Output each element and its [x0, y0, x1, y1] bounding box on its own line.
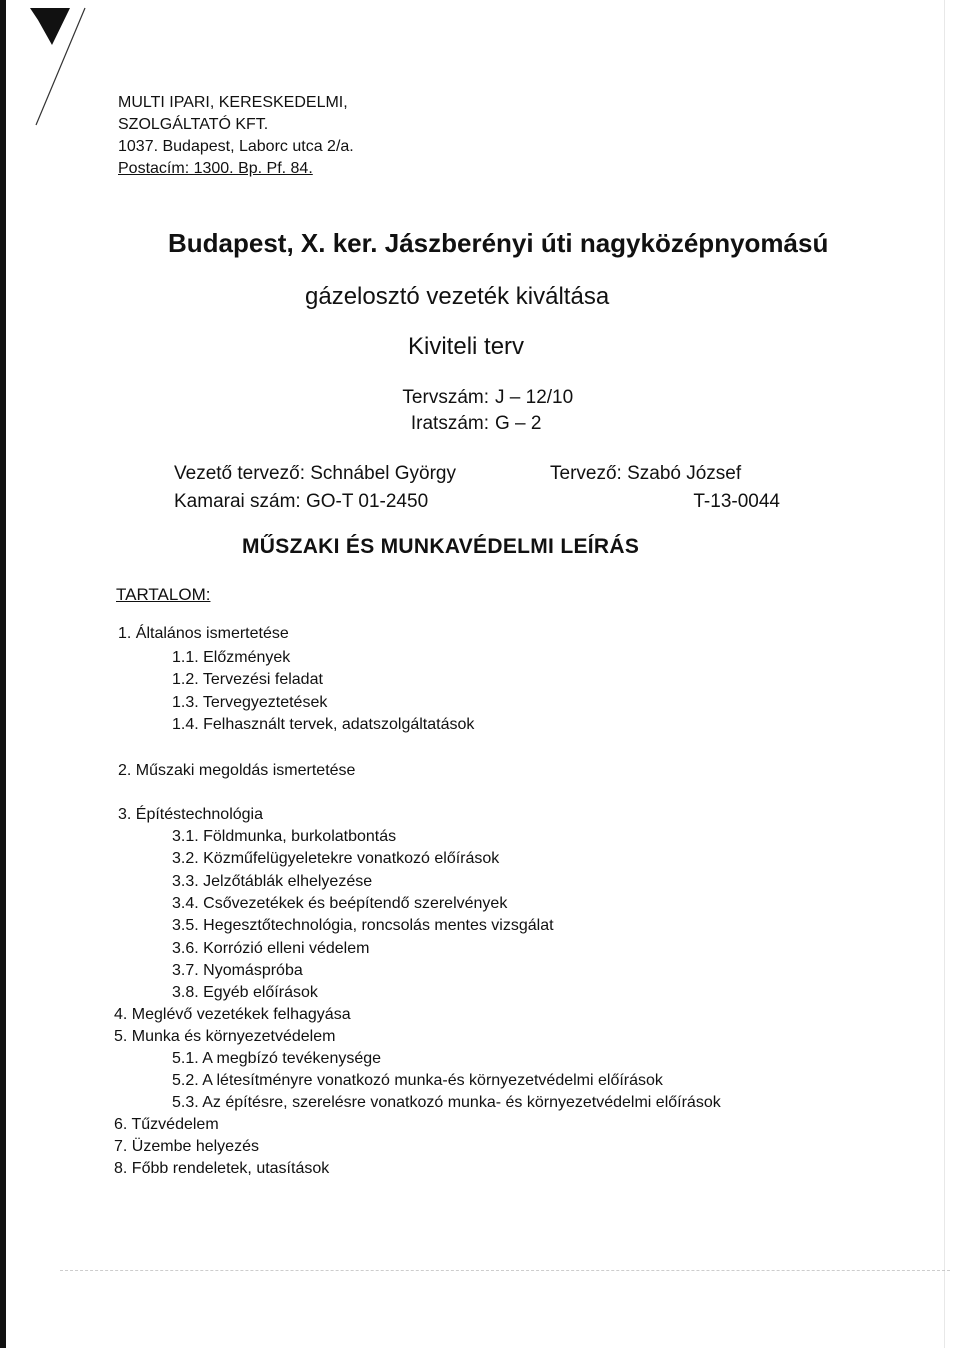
plan-number-label: Tervszám:: [402, 387, 489, 408]
toc-item: 6. Tűzvédelem: [114, 1116, 219, 1133]
toc-item: 3.6. Korrózió elleni védelem: [172, 940, 370, 957]
project-title-line1: Budapest, X. ker. Jászberényi úti nagyközépnyomású: [168, 228, 829, 258]
toc-item: 1.3. Tervegyeztetések: [172, 694, 328, 711]
toc-item: 5.1. A megbízó tevékenysége: [172, 1050, 382, 1067]
lead-designer-block: [174, 460, 456, 516]
toc-item: 3.4. Csővezetékek és beépítendő szerelvények: [172, 895, 508, 912]
plan-type: Kiviteli terv: [408, 333, 525, 360]
toc-item: 7. Üzembe helyezés: [114, 1138, 259, 1155]
sender-company-line2: SZOLGÁLTATÓ KFT.: [118, 116, 269, 133]
doc-number-label: Iratszám:: [410, 413, 489, 434]
designer-block: [550, 460, 780, 516]
toc-item: 3.1. Földmunka, burkolatbontás: [172, 828, 397, 845]
scan-edge-bar: [0, 0, 6, 1348]
toc-item: 5.2. A létesítményre vonatkozó munka-és környezetvédelmi előírások: [172, 1072, 663, 1089]
toc-item: 3.5. Hegesztőtechnológia, roncsolás mentes vizsgálat: [172, 917, 554, 934]
corner-scan-mark: [0, 0, 110, 130]
sender-block: [118, 92, 354, 180]
chamber-number: Kamarai szám: GO-T 01-2450: [174, 491, 429, 512]
toc-item: 5.3. Az építésre, szerelésre vonatkozó munka- és környezetvédelmi előírások: [172, 1094, 721, 1111]
toc-item: 5. Munka és környezetvédelem: [114, 1028, 336, 1045]
document-heading: MŰSZAKI ÉS MUNKAVÉDELMI LEÍRÁS: [242, 535, 640, 558]
plan-number-value: J – 12/10: [495, 387, 574, 408]
sender-postal-address: Postacím: 1300. Bp. Pf. 84.: [118, 160, 313, 177]
designer-code: T-13-0044: [693, 491, 780, 512]
toc-item: 1.2. Tervezési feladat: [172, 671, 323, 688]
toc-item: 3.7. Nyomáspróba: [172, 962, 303, 979]
scan-noise-line: [60, 1270, 950, 1274]
toc-title: TARTALOM:: [116, 585, 211, 604]
toc-item: 2. Műszaki megoldás ismertetése: [118, 762, 356, 779]
designer-name: Tervező: Szabó József: [550, 463, 742, 484]
toc-item: 3.3. Jelzőtáblák elhelyezése: [172, 873, 373, 890]
plan-number-row: [372, 385, 573, 411]
plan-numbers: [372, 385, 573, 437]
toc-item: 1.4. Felhasznált tervek, adatszolgáltatások: [172, 716, 475, 733]
toc-item: 3. Építéstechnológia: [118, 806, 263, 823]
toc-item: 3.8. Egyéb előírások: [172, 984, 318, 1001]
project-title-line2: gázelosztó vezeték kiváltása: [305, 283, 610, 310]
doc-number-value: G – 2: [495, 413, 542, 434]
toc-item: 8. Főbb rendeletek, utasítások: [114, 1160, 330, 1177]
sender-company-line1: MULTI IPARI, KERESKEDELMI,: [118, 94, 348, 111]
toc-item: 1.1. Előzmények: [172, 649, 291, 666]
sender-address: 1037. Budapest, Laborc utca 2/a.: [118, 138, 354, 155]
toc-item: 3.2. Közműfelügyeletekre vonatkozó előírások: [172, 850, 500, 867]
doc-number-row: [372, 411, 573, 437]
lead-designer: Vezető tervező: Schnábel György: [174, 463, 456, 484]
scan-right-edge: [944, 0, 945, 1348]
toc-item: 1. Általános ismertetése: [118, 625, 289, 642]
toc-item: 4. Meglévő vezetékek felhagyása: [114, 1006, 351, 1023]
